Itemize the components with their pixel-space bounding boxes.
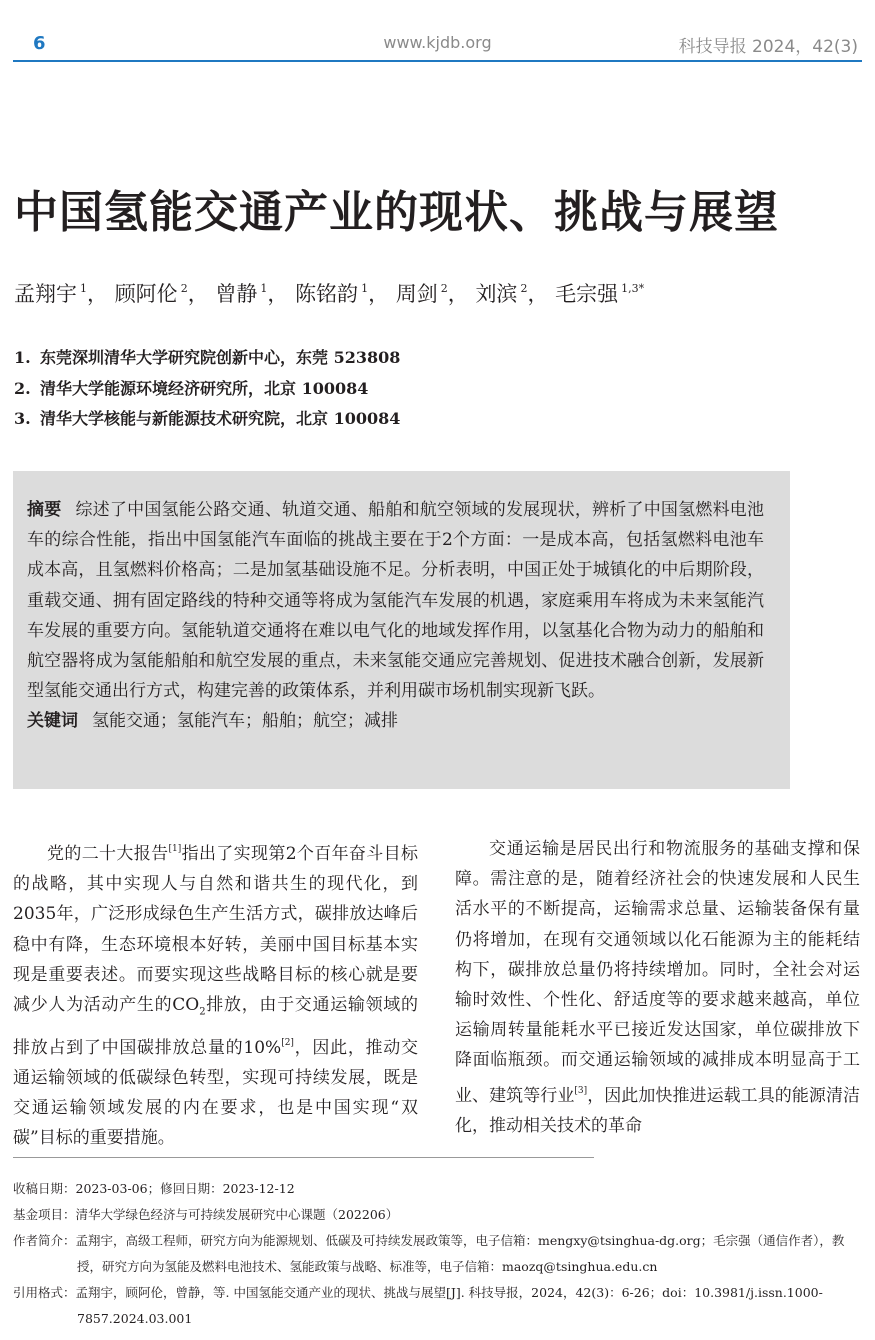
author-separator: ， bbox=[368, 282, 390, 306]
author-separator: ， bbox=[87, 282, 108, 306]
author-name: 孟翔宇 bbox=[14, 282, 77, 306]
affiliation-text: 清华大学核能与新能源技术研究院，北京 100084 bbox=[40, 409, 401, 428]
page-number: 6 bbox=[33, 33, 46, 54]
citation-ref[interactable]: [2] bbox=[281, 1037, 294, 1048]
author-list bbox=[14, 278, 644, 308]
body-paragraph-left bbox=[13, 834, 418, 1153]
body-text: 排放，由于交通运输领域的排放占到了中国碳排放总量的10% bbox=[13, 995, 418, 1058]
keywords-line bbox=[27, 706, 764, 736]
affiliation-list bbox=[14, 343, 400, 435]
author-affiliation-mark: 1 bbox=[361, 282, 369, 295]
abstract-label: 摘要 bbox=[27, 500, 62, 520]
received-dates: 收稿日期：2023-03-06；修回日期：2023-12-12 bbox=[13, 1181, 295, 1196]
author-affiliation-mark: 1 bbox=[80, 282, 87, 295]
author-name: 顾阿伦 bbox=[114, 282, 178, 306]
author-name: 刘滨 bbox=[475, 282, 518, 306]
affiliation-item bbox=[14, 404, 400, 435]
author-name: 曾静 bbox=[215, 282, 258, 306]
affiliation-item bbox=[14, 374, 400, 405]
author-affiliation-mark: 1 bbox=[260, 282, 268, 295]
affiliation-text: 清华大学能源环境经济研究所，北京 100084 bbox=[40, 378, 369, 398]
keywords-text: 氢能交通；氢能汽车；船舶；航空；减排 bbox=[92, 711, 398, 732]
footnotes bbox=[13, 1176, 863, 1332]
affiliation-number: 1. bbox=[14, 348, 31, 367]
affiliation-text: 东莞深圳清华大学研究院创新中心，东莞 523808 bbox=[40, 348, 401, 367]
article-title: 中国氢能交通产业的现状、挑战与展望 bbox=[14, 187, 779, 238]
author-bio: 作者简介：孟翔宇，高级工程师，研究方向为能源规划、低碳及可持续发展政策等，电子信箱：mengxy@tsinghua-dg.org；毛宗强（通信作者），教授，研究方向为氢能及燃料电池技术、氢能政策与战略、标准等，电子信箱：maozq@tsinghua.edu.cn bbox=[13, 1233, 845, 1274]
body-text: 党的二十大报告 bbox=[47, 844, 169, 864]
body-paragraph-right bbox=[455, 834, 860, 1141]
journal-website[interactable]: www.kjdb.org bbox=[383, 33, 492, 52]
body-text: 指出了实现第2个百年奋斗目标的战略，其中实现人与自然和谐共生的现代化，到2035年，广泛形成绿色生产生活方式，碳排放达峰后稳中有降，生态环境根本好转，美丽中国目标基本实现是重要表述。而要实现这些战略目标的核心就是要减少人为活动产生的CO bbox=[13, 844, 418, 1016]
journal-issue: 科技导报 2024，42(3) bbox=[678, 37, 858, 57]
author-name: 毛宗强 bbox=[555, 282, 619, 306]
citation-format: 引用格式：孟翔宇，顾阿伦，曾静，等. 中国氢能交通产业的现状、挑战与展望[J]. 科技导报，2024，42(3)：6-26；doi：10.3981/j.issn.1000-7857.2024.03.001 bbox=[13, 1285, 823, 1326]
affiliation-item bbox=[14, 343, 400, 374]
funding-info: 基金项目：清华大学绿色经济与可持续发展研究中心课题（202206） bbox=[13, 1207, 399, 1222]
author-affiliation-mark: 2 bbox=[440, 282, 448, 295]
keywords-label: 关键词 bbox=[27, 711, 78, 732]
author-separator: ， bbox=[267, 282, 289, 306]
author-name: 周剑 bbox=[395, 282, 438, 306]
citation-ref[interactable]: [3] bbox=[574, 1085, 588, 1096]
affiliation-number: 2. bbox=[14, 378, 31, 398]
author-separator: ， bbox=[527, 282, 549, 306]
affiliation-number: 3. bbox=[14, 409, 31, 428]
author-separator: ， bbox=[187, 282, 209, 306]
abstract-text: 综述了中国氢能公路交通、轨道交通、船舶和航空领域的发展现状，辨析了中国氢燃料电池车的综合性能，指出中国氢能汽车面临的挑战主要在于2个方面：一是成本高，包括氢燃料电池车成本高，且氢燃料价格高；二是加氢基础设施不足。分析表明，中国正处于城镇化的中后期阶段，重载交通、拥有固定路线的特种交通等将成为氢能汽车发展的机遇，家庭乘用车将成为未来氢能汽车发展的重要方向。氢能轨道交通将在难以电气化的地域发挥作用，以氢基化合物为动力的船舶和航空器将成为氢能船舶和航空发展的重点，未来氢能交通应完善规划、促进技术融合创新，发展新型氢能交通出行方式，构建完善的政策体系，并利用碳市场机制实现新飞跃。 bbox=[27, 500, 765, 702]
body-text: ，因此加快推进运载工具的能源清洁化，推动相关技术的革命 bbox=[455, 1085, 861, 1136]
author-name: 陈铭韵 bbox=[295, 282, 359, 306]
author-affiliation-mark: 2 bbox=[180, 282, 188, 295]
citation-ref[interactable]: [1] bbox=[168, 844, 182, 854]
abstract-paragraph bbox=[27, 495, 764, 706]
subscript: 2 bbox=[199, 1006, 206, 1018]
author-affiliation-mark: 1,3* bbox=[621, 282, 645, 295]
author-affiliation-mark: 2 bbox=[520, 282, 528, 295]
body-text: ，因此，推动交通运输领域的低碳绿色转型，实现可持续发展，既是交通运输领域发展的内在要求，也是中国实现“双碳”目标的重要措施。 bbox=[13, 1037, 418, 1149]
abstract-box bbox=[13, 471, 790, 789]
footnote-divider bbox=[13, 1157, 594, 1158]
author-separator: ， bbox=[447, 282, 469, 306]
page-header bbox=[13, 28, 862, 62]
body-text: 交通运输是居民出行和物流服务的基础支撑和保障。需注意的是，随着经济社会的快速发展和人民生活水平的不断提高，运输需求总量、运输装备保有量仍将增加，在现有交通领域以化石能源为主的能耗结构下，碳排放总量仍将持续增加。同时，全社会对运输时效性、个性化、舒适度等的要求越来越高，单位运输周转量能耗水平已接近发达国家，单位碳排放下降面临瓶颈。而交通运输领域的减排成本明显高于工业、建筑等行业 bbox=[455, 839, 860, 1106]
